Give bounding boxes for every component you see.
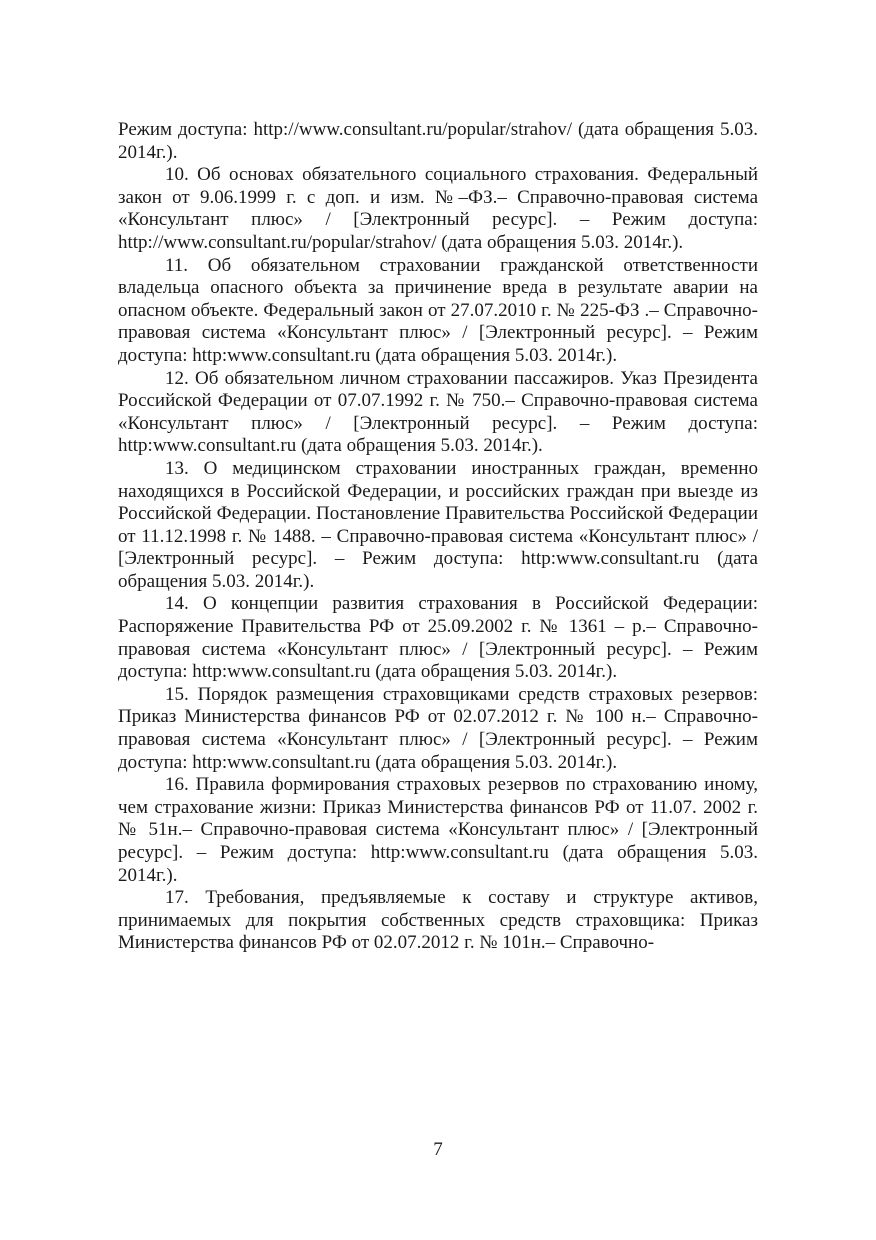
reference-item-16: 16. Правила формирования страховых резервов по страхованию иному, чем страхование жизни: Приказ Министерства финансов РФ от 11.07. 2002 г. № 51н.– Справочно-правовая система «Консультант плюс» / [Электронный ресурс]. – Режим доступа: http:www.consultant.ru (дата обращения 5.03. 2014г.). [118, 774, 758, 886]
reference-item-17: 17. Требования, предъявляемые к составу и структуре активов, принимаемых для покрытия собственных средств страховщика: Приказ Министерства финансов РФ от 02.07.2012 г. № 101н.– Справочно- [118, 887, 758, 954]
reference-item-12: 12. Об обязательном личном страховании пассажиров. Указ Президента Российской Федерации от 07.07.1992 г. № 750.– Справочно-правовая система «Консультант плюс» / [Электронный ресурс]. – Режим доступа: http:www.consultant.ru (дата обращения 5.03. 2014г.). [118, 367, 758, 457]
reference-item-11: 11. Об обязательном страховании гражданской ответственности владельца опасного объекта за причинение вреда в результате аварии на опасном объекте. Федеральный закон от 27.07.2010 г. № 225-ФЗ .– Справочно-правовая система «Консультант плюс» / [Электронный ресурс]. – Режим доступа: http:www.consultant.ru (дата обращения 5.03. 2014г.). [118, 254, 758, 366]
reference-item-13: 13. О медицинском страховании иностранных граждан, временно находящихся в Российской Федерации, и российских граждан при выезде из Российской Федерации. Постановление Правительства Российской Федерации от 11.12.1998 г. № 1488. – Справочно-правовая система «Консультант плюс» / [Электронный ресурс]. – Режим доступа: http:www.consultant.ru (дата обращения 5.03. 2014г.). [118, 457, 758, 592]
reference-item-14: 14. О концепции развития страхования в Российской Федерации: Распоряжение Правительства РФ от 25.09.2002 г. № 1361 – р.– Справочно-правовая система «Консультант плюс» / [Электронный ресурс]. – Режим доступа: http:www.consultant.ru (дата обращения 5.03. 2014г.). [118, 593, 758, 683]
page-number: 7 [433, 1139, 443, 1160]
reference-continuation: Режим доступа: http://www.consultant.ru/popular/strahov/ (дата обращения 5.03. 2014г.). [118, 119, 758, 163]
reference-item-10: 10. Об основах обязательного социального страхования. Федеральный закон от 9.06.1999 г. с доп. и изм. №–ФЗ.– Справочно-правовая система «Консультант плюс» / [Электронный ресурс]. – Режим доступа: http://www.consultant.ru/popular/strahov/ (дата обращения 5.03. 2014г.). [118, 164, 758, 253]
reference-item-15: 15. Порядок размещения страховщиками средств страховых резервов: Приказ Министерства финансов РФ от 02.07.2012 г. № 100 н.– Справочно-правовая система «Консультант плюс» / [Электронный ресурс]. – Режим доступа: http:www.consultant.ru (дата обращения 5.03. 2014г.). [118, 683, 758, 773]
reference-list [118, 119, 758, 955]
